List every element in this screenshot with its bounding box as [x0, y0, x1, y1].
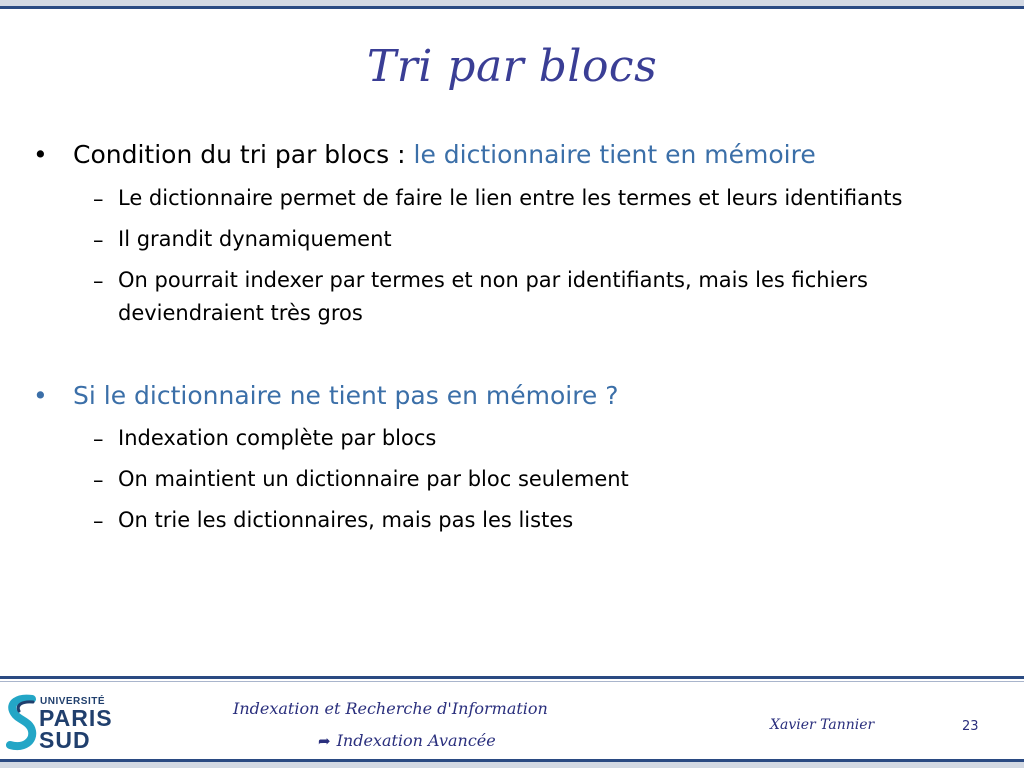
- sub-bullet: On trie les dictionnaires, mais pas les listes: [118, 508, 574, 532]
- sub-bullet: On pourrait indexer par termes et non par identifiants, mais les fichiers deviendraient très gros: [118, 268, 868, 325]
- bullet-highlight: le dictionnaire tient en mémoire: [413, 140, 816, 169]
- dash-marker: –: [93, 427, 104, 451]
- sub-bullet: On maintient un dictionnaire par bloc seulement: [118, 467, 629, 491]
- footer-chapter-label: Indexation Avancée: [336, 731, 496, 750]
- logo-line1: UNIVERSITÉ: [40, 696, 106, 707]
- bullet-level1: Si le dictionnaire ne tient pas en mémoire ?: [73, 381, 619, 410]
- bullet-level1: [73, 140, 816, 170]
- sub-bullet: Le dictionnaire permet de faire le lien entre les termes et leurs identifiants: [118, 186, 903, 210]
- dash-marker: –: [93, 269, 104, 293]
- logo-line2: PARIS: [39, 705, 113, 731]
- footer-rule-thin: [0, 681, 1024, 682]
- footer-chapter: [318, 731, 496, 750]
- university-logo: [6, 693, 116, 753]
- dash-marker: –: [93, 228, 104, 252]
- dash-marker: –: [93, 187, 104, 211]
- sub-bullet: Indexation complète par blocs: [118, 426, 437, 450]
- sub-bullet: Il grandit dynamiquement: [118, 227, 392, 251]
- bullet-marker: •: [33, 381, 48, 410]
- logo-s-icon: [6, 693, 40, 753]
- slide-title: Tri par blocs: [366, 41, 658, 92]
- dash-marker: –: [93, 509, 104, 533]
- dash-marker: –: [93, 468, 104, 492]
- bullet-marker: •: [33, 140, 48, 169]
- top-rule: [0, 6, 1024, 9]
- footer-course: Indexation et Recherche d'Information: [233, 699, 548, 718]
- arrow-icon: ➦: [318, 732, 331, 750]
- bullet-text: Condition du tri par blocs :: [73, 140, 414, 169]
- logo-line3: SUD: [39, 727, 91, 753]
- footer-author: Xavier Tannier: [770, 717, 875, 733]
- bottom-rule: [0, 759, 1024, 762]
- footer-rule: [0, 676, 1024, 679]
- page-number: 23: [962, 719, 979, 734]
